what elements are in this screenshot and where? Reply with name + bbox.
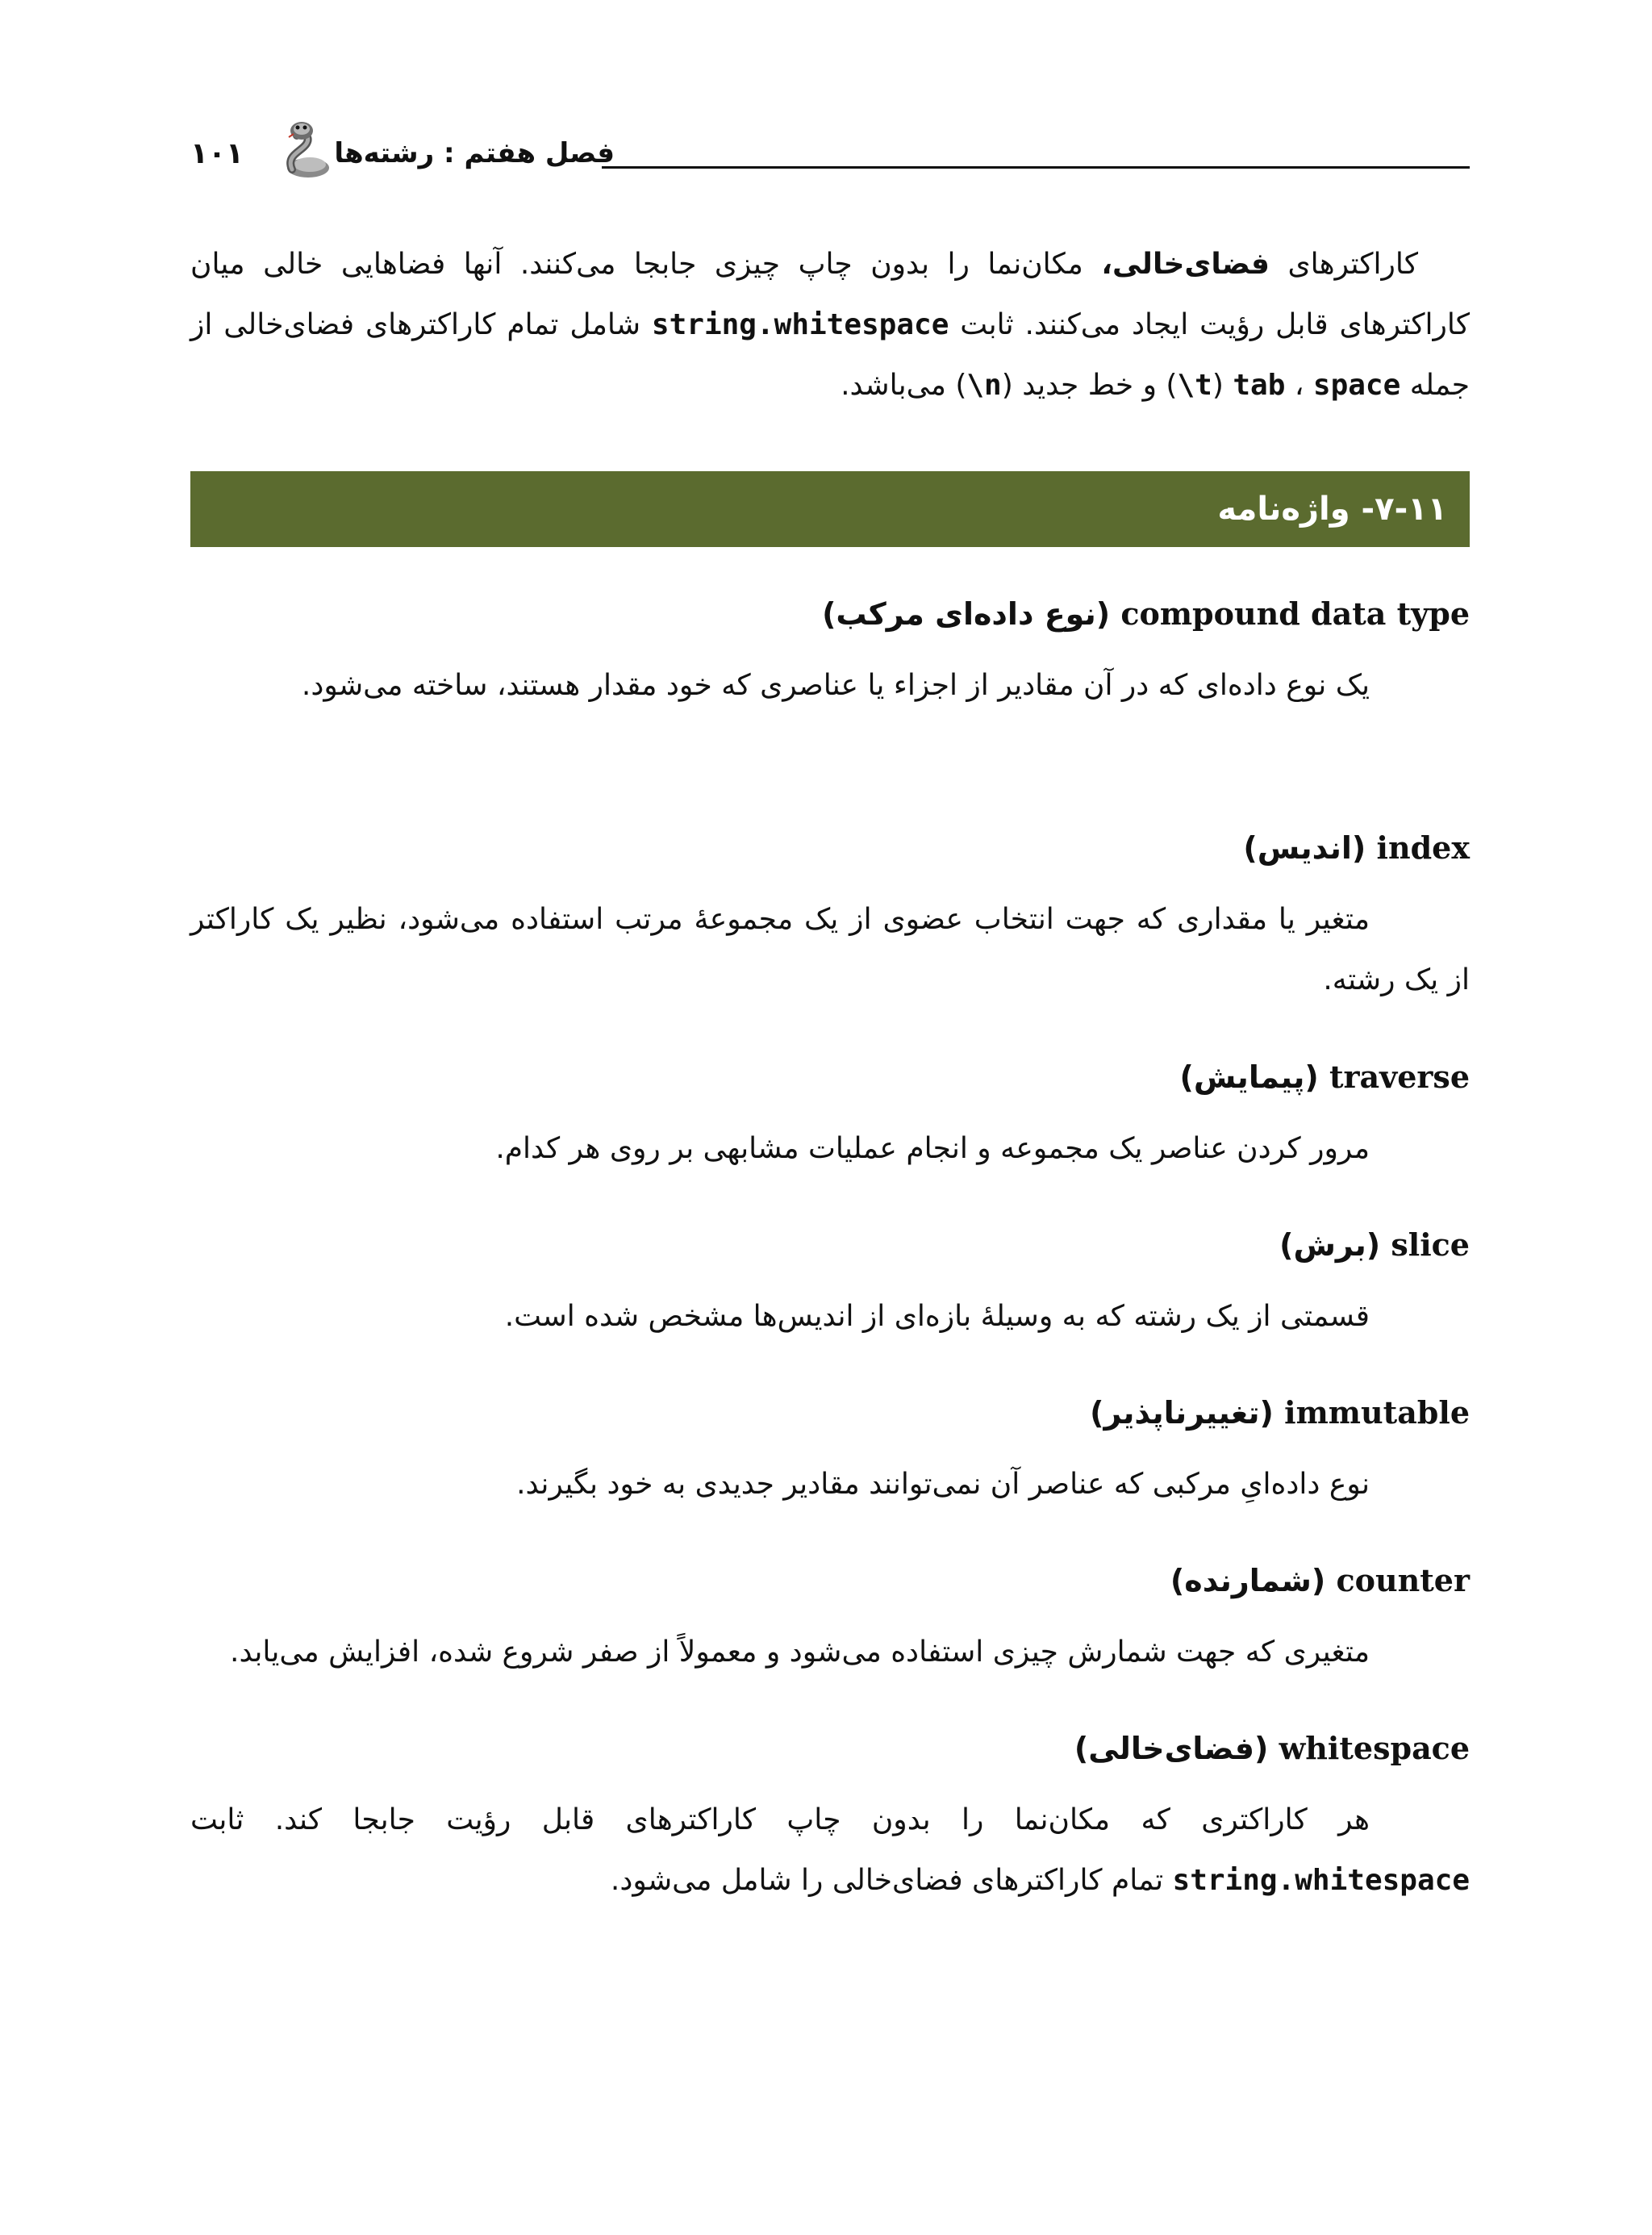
glossary-definition: متغیری که جهت شمارش چیزی استفاده می‌شود و معمولاً از صفر شروع شده، افزایش می‌یابد. (230, 1636, 1370, 1669)
term-english: whitespace (1279, 1730, 1470, 1766)
glossary-definition: قسمتی از یک رشته که به وسیلهٔ بازه‌ای از اندیس‌ها مشخص شده است. (504, 1300, 1370, 1333)
intro-text: کاراکترهای (1269, 248, 1418, 281)
section-title: ۷-۱۱- واژه‌نامه (1217, 491, 1447, 528)
definition-code: string.whitespace (1172, 1864, 1470, 1897)
intro-code: tab (1233, 369, 1286, 402)
glossary-term (1074, 1730, 1470, 1766)
intro-text: ، (1285, 369, 1313, 402)
definition-text: هر کاراکتری که مکان‌نما را بدون چاپ کاراکترهای قابل رؤیت جابجا کند. ثابت (190, 1803, 1370, 1836)
intro-text: شامل تمام کاراکترهای فضای‌خالی از جمله (190, 308, 1470, 402)
chapter-title: فصل هفتم : رشته‌ها (334, 137, 615, 169)
glossary-definition: نوع داده‌ایِ مرکبی که عناصر آن نمی‌توانند مقادیر جدیدی به خود بگیرند. (516, 1468, 1370, 1501)
term-english: compound data type (1120, 595, 1470, 632)
page-number: ۱۰۱ (190, 137, 244, 170)
intro-text: ) و خط جدید ( (1001, 369, 1178, 402)
intro-text: ) می‌باشد. (841, 369, 967, 402)
term-persian: (برش) (1279, 1227, 1381, 1263)
glossary-term (1170, 1562, 1470, 1598)
glossary-definition (190, 1790, 1470, 1911)
term-persian: (شمارنده) (1170, 1563, 1326, 1598)
intro-code: \t (1177, 369, 1212, 402)
term-persian: (اندیس) (1243, 830, 1366, 866)
book-page (190, 0, 1470, 2235)
header-rule (602, 166, 1470, 169)
term-persian: (نوع داده‌ای مرکب) (822, 596, 1111, 632)
glossary-term (1279, 1226, 1470, 1263)
glossary-term (1179, 1059, 1470, 1095)
intro-text: مکان‌نما را بدون چاپ چیزی جابجا می‌کنند. آنها فضاهایی خالی میان کاراکترهای قابل رؤیت ایجاد می‌کنند. ثابت (190, 248, 1470, 341)
intro-code: \n (966, 369, 1002, 402)
glossary-term (1090, 1394, 1470, 1431)
term-persian: (فضای‌خالی) (1074, 1731, 1269, 1766)
intro-paragraph (190, 234, 1470, 416)
term-english: traverse (1329, 1059, 1470, 1095)
term-persian: (پیمایش) (1179, 1059, 1319, 1095)
term-english: immutable (1284, 1394, 1470, 1431)
glossary-term (822, 595, 1470, 632)
intro-code: space (1312, 369, 1401, 402)
glossary-term (1243, 829, 1470, 866)
definition-text: تمام کاراکترهای فضای‌خالی را شامل می‌شود. (610, 1864, 1173, 1897)
intro-code: string.whitespace (651, 308, 949, 341)
glossary-definition: مرور کردن عناصر یک مجموعه و انجام عملیات مشابهی بر روی هر کدام. (495, 1132, 1370, 1165)
term-english: index (1376, 829, 1470, 866)
section-heading-band (190, 471, 1470, 547)
intro-text: ( (1212, 369, 1233, 402)
glossary-definition: یک نوع داده‌ای که در آن مقادیر از اجزاء یا عناصری که خود مقدار هستند، ساخته می‌شود. (301, 669, 1370, 702)
glossary-definition: متغیر یا مقداری که جهت انتخاب عضوی از یک مجموعهٔ مرتب استفاده می‌شود، نظیر یک کاراکتر از یک رشته. (190, 903, 1470, 996)
term-persian: (تغییرناپذیر) (1090, 1395, 1274, 1431)
term-english: slice (1391, 1226, 1470, 1263)
intro-bold-term: فضای‌خالی، (1101, 248, 1270, 281)
python-snake-icon (277, 119, 336, 181)
term-english: counter (1336, 1562, 1470, 1598)
running-header (190, 119, 1470, 184)
